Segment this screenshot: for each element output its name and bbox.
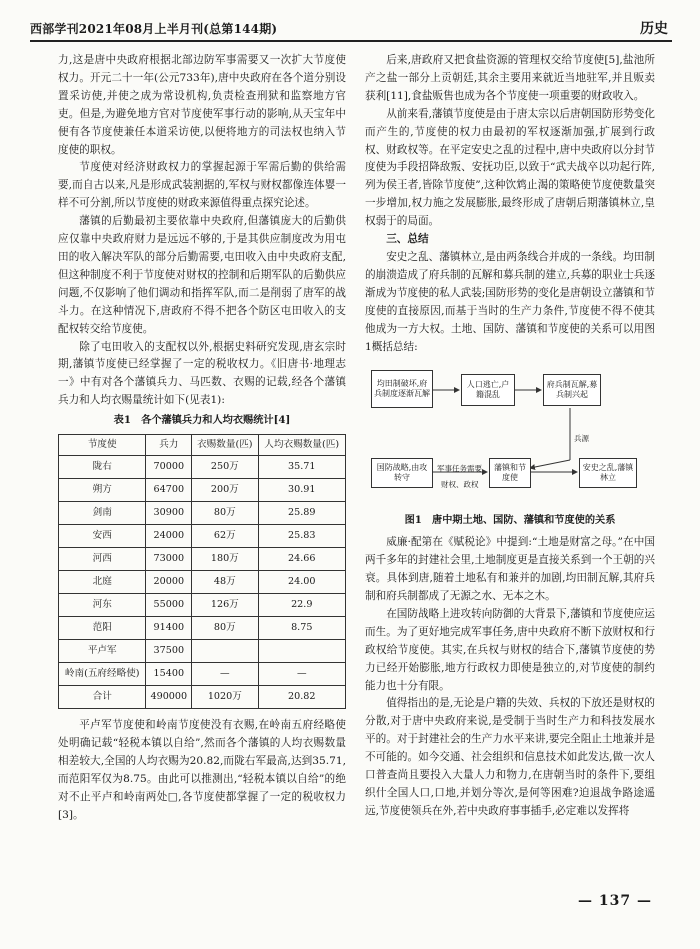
table-cell: — [258,663,345,686]
table-cell: 250万 [192,456,258,479]
table-cell: 安西 [59,525,146,548]
journal-title: 西部学刊2021年08月上半月刊(总第144期) [30,22,278,36]
table-cell: 126万 [192,594,258,617]
table-cell: 20000 [146,571,192,594]
paragraph: 除了屯田收入的支配权以外,根据史料研究发现,唐玄宗时期,藩镇节度使已经掌握了一定的税收权力。《旧唐书·地理志一》中有对各个藩镇兵力、马匹数、衣赐的记载,经各个藩镇兵力和人均衣赐量统计如下(见表1): [58,340,346,407]
table-cell: 62万 [192,525,258,548]
table-cell: 37500 [146,640,192,663]
paragraph: 节度使对经济财政权力的掌握起源于军需后勤的供给需要,而自古以来,凡是形成武装割据的,军权与财权都像连体婴一样不可分割,所以节度使的财政来源值得重点探究论述。 [58,161,346,210]
table-cell: 陇右 [59,456,146,479]
section-title: 历史 [640,21,668,37]
diagram-box-land: 均田制破坏,府兵制度逐渐瓦解 [371,370,433,408]
paragraph: 威廉·配第在《赋税论》中提到:“土地是财富之母。”在中国两千多年的封建社会里,土地制度更是直接关系到一个王朝的兴衰。具体到唐,随着土地私有和兼并的加剧,均田制瓦解,其府兵制和府兵制都成了无源之水、无本之木。 [365,536,655,603]
table-cell: 岭南(五府经略使) [59,663,146,686]
table-cell: 35.71 [258,456,345,479]
table-cell: 73000 [146,548,192,571]
table-cell: 22.9 [258,594,345,617]
table-header-cell: 人均衣赐数量(匹) [258,435,345,456]
table-cell [258,640,345,663]
table-cell: 24.00 [258,571,345,594]
force-table [58,434,346,709]
table-row [59,663,346,686]
table-header-cell: 衣赐数量(匹) [192,435,258,456]
table-header-cell: 节度使 [59,435,146,456]
table-cell: 30900 [146,502,192,525]
table-row [59,686,346,709]
paragraph: 值得指出的是,无论是户籍的失效、兵权的下放还是财权的分散,对于唐中央政府来说,是受制于当时生产力和科技发展水平的。对于封建社会的生产力水平来讲,要完全阻止土地兼并是不可能的。如今交通、社会组织和信息技术如此发达,做一次人口普查尚且要投入大量人力和物力,在唐朝当时的条件下,要组织什全国人口,口地,并划分等次,是何等困难?迫退战争路途遥远,节度使领兵在外,若中央政府事事插手,必定难以发挥将 [365,697,655,817]
table-row [59,456,346,479]
table-cell: 25.83 [258,525,345,548]
diagram-box-fanzhen: 藩镇和节度使 [489,458,531,488]
table-cell: 25.89 [258,502,345,525]
paragraph: 从前来看,藩镇节度使是由于唐太宗以后唐朝国防形势变化而产生的,节度使的权力由最初的军权逐渐加强,扩展到行政权、财政权等。在平定安史之乱的过程中,唐中央政府以分封节度使为手段招降敌叛、安抚功臣,以致于“武夫战卒以功起行阵,列为侯王者,皆除节度使”,这种饮鸩止渴的策略使节度使数量突一步增加,权力施之发展膨胀,最终形成了唐朝后期藩镇林立,皇权弱于的局面。 [365,107,655,228]
right-column [365,52,655,821]
table-row [59,617,346,640]
table-cell: 30.91 [258,479,345,502]
diagram-box-rebellion: 安史之乱,藩镇林立 [579,458,637,488]
table-header-row [59,435,346,456]
paragraph: 力,这是唐中央政府根据北部边防军事需要又一次扩大节度使权力。开元二十一年(公元733年),唐中央政府在各个道分别设置采访使,并使之成为常设机构,负责检查刑狱和监察地方官吏。但是,为避免地方官对节度使军事行动的影响,从天宝年中便有各节度使兼任本道采访使,以便将地方的司法权也纳入节度使的职权。 [58,54,346,156]
table-cell: 河西 [59,548,146,571]
table-cell: 河东 [59,594,146,617]
diagram-label-troops: 兵源 [574,434,589,444]
table-cell: 91400 [146,617,192,640]
table-cell: 15400 [146,663,192,686]
diagram-box-military: 府兵制瓦解,募兵制兴起 [543,374,601,406]
figure-caption: 图1 唐中期土地、国防、藩镇和节度使的关系 [404,514,616,527]
table-cell: 490000 [146,686,192,709]
table-cell: 70000 [146,456,192,479]
table-cell: 80万 [192,617,258,640]
table-row [59,479,346,502]
diagram-label-finance: 财权、政权 [441,480,479,490]
header-rule [30,40,672,42]
table-cell: 朔方 [59,479,146,502]
table-cell [192,640,258,663]
diagram-box-population: 人口逃亡,户籍混乱 [461,374,515,406]
section-heading: 三、总结 [386,233,429,246]
table-row [59,502,346,525]
table-row [59,594,346,617]
diagram-box-defense: 国防战略,由攻转守 [371,458,433,488]
paragraph: 安史之乱、藩镇林立,是由两条线合并成的一条线。均田制的崩溃造成了府兵制的瓦解和募兵制的建立,兵募的职业士兵逐渐成为节度使的私人武装;国防形势的变化是唐朝设立藩镇和节度使的直接原因,而基于当时的生产力条件,节度使不得不使其他成为一方大权。土地、国防、藩镇和节度使的关系可以用图1概括总结: [365,250,655,353]
table-cell: 48万 [192,571,258,594]
table-cell: 24.66 [258,548,345,571]
table-cell: 1020万 [192,686,258,709]
table-cell: 剑南 [59,502,146,525]
table-cell: — [192,663,258,686]
table-cell: 64700 [146,479,192,502]
table-cell: 平卢军 [59,640,146,663]
table-row [59,525,346,548]
table-caption: 表1 各个藩镇兵力和人均衣赐统计[4] [113,414,291,427]
table-cell: 200万 [192,479,258,502]
table-cell: 80万 [192,502,258,525]
table-cell: 20.82 [258,686,345,709]
paragraph: 平卢军节度使和岭南节度使没有衣赐,在岭南五府经略使处明确记载“轻税本镇以自给”,然而各个藩镇的人均衣赐数量相差较大,全国的人均衣赐为20.82,而陇右军最高,达到35.71,而范阳军仅为8.75。由此可以推测出,“轻税本镇以自给”的绝对不止平卢和岭南两处□,各节度使都掌握了一定的税收权力[3]。 [58,719,346,821]
paragraph: 后来,唐政府又把食盐资源的管理权交给节度使[5],盐池所产之盐一部分上贡朝廷,其余主要用来就近当地驻军,并且贩卖获利[11],食盐贩售也成为各个节度使一项重要的财政收入。 [365,54,655,102]
page-header [30,12,672,44]
table-row [59,548,346,571]
paragraph: 藩镇的后勤最初主要依靠中央政府,但藩镇庞大的后勤供应仅靠中央政府财力是远远不够的,于是其供应制度改为用屯田的收入解决军队的部分后勤需要,屯田收入由中央政府支配,但这种制度不利于节度使对财权的控制和后期军队的后勤供应问题,不仅影响了他们调动和指挥军队,而二是削弱了唐军的战斗力。在这种情况下,唐政府不得不把各个防区屯田收入的支配权转交给节度使。 [58,215,346,335]
paragraph: 在国防战略上进攻转向防御的大背景下,藩镇和节度使应运而生。为了更好地完成军事任务,唐中央政府不断下放财权和行政权给节度使。其实,在兵权与财权的结合下,藩镇节度使的势力已经开始膨胀,地方行政权力即使是独立的,对节度使的制约能力也十分有限。 [365,607,655,692]
table-body [59,456,346,709]
table-cell: 北庭 [59,571,146,594]
table-cell: 合计 [59,686,146,709]
table-cell: 180万 [192,548,258,571]
table-cell: 55000 [146,594,192,617]
table-header-cell: 兵力 [146,435,192,456]
table-row [59,571,346,594]
table-cell: 8.75 [258,617,345,640]
table-row [59,640,346,663]
diagram-label-military-need: 军事任务需要 [437,464,482,474]
table-cell: 24000 [146,525,192,548]
page-number: — 137 — [578,893,652,909]
table-cell: 范阳 [59,617,146,640]
relationship-diagram [365,360,655,510]
left-column [58,52,346,824]
